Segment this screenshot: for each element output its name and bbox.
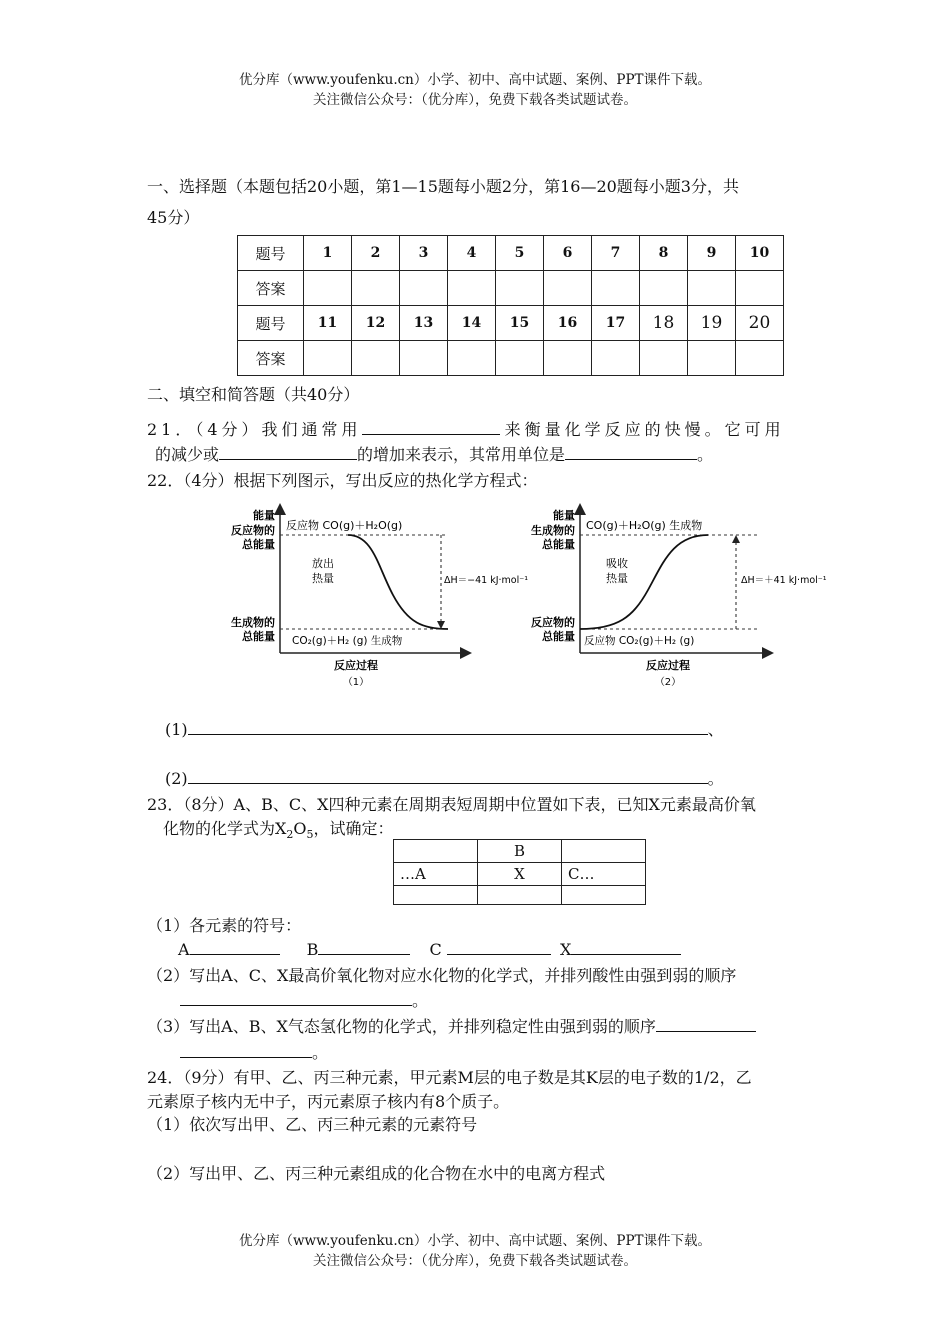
- table-cell: B: [478, 840, 562, 863]
- periodic-table-fragment: [393, 839, 646, 905]
- q24-line1: 24．（9分）有甲、乙、丙三种元素，甲元素M层的电子数是其K层的电子数的1/2，乙: [147, 1068, 752, 1087]
- q23-end: 。: [312, 1043, 329, 1062]
- answer-cell[interactable]: [448, 341, 496, 376]
- q23-blank-2[interactable]: [180, 990, 412, 1006]
- row-label: 题号: [238, 306, 304, 341]
- question-number: 7: [592, 236, 640, 271]
- y-label: 能量: [253, 509, 275, 522]
- table-row: [394, 863, 646, 886]
- q22-text: 22．（4分）根据下列图示，写出反应的热化学方程式：: [147, 471, 538, 490]
- table-row: [238, 271, 784, 306]
- q23-end: 。: [412, 991, 429, 1010]
- table-cell: C…: [562, 863, 646, 886]
- q21-blank-2[interactable]: [219, 444, 357, 460]
- symbol-blank-c[interactable]: [447, 939, 551, 955]
- q23-sub3: [147, 1014, 756, 1037]
- answer-cell[interactable]: [304, 271, 352, 306]
- product-label: CO(g)＋H₂O(g) 生成物: [586, 519, 703, 532]
- q23-sub3-answer: [180, 1040, 328, 1063]
- q23-line2: [163, 816, 394, 841]
- table-cell: [394, 840, 478, 863]
- question-number: 19: [688, 306, 736, 341]
- symbol-label-c: C: [429, 940, 442, 959]
- section2-title: 二、填空和简答题（共40分）: [147, 385, 360, 404]
- answer-cell[interactable]: [544, 271, 592, 306]
- row-label: 答案: [238, 271, 304, 306]
- question-number: 9: [688, 236, 736, 271]
- q23-symbols: [178, 939, 681, 959]
- answer-cell[interactable]: [400, 341, 448, 376]
- subscript: 2: [286, 828, 294, 842]
- top-level-label: 生成物的: [531, 524, 575, 537]
- symbol-label-b: B: [306, 940, 319, 959]
- question-number: 14: [448, 306, 496, 341]
- energy-curve: [348, 535, 448, 629]
- q21-line1: [147, 417, 785, 440]
- header-line-2: 关注微信公众号：（优分库），免费下载各类试题试卷。: [313, 92, 637, 108]
- heat-label: 热量: [312, 572, 334, 585]
- caption: （1）: [342, 677, 370, 688]
- table-row: [238, 236, 784, 271]
- question-number: 2: [352, 236, 400, 271]
- caption: （2）: [654, 677, 682, 688]
- symbol-label-a: A: [178, 940, 190, 959]
- symbol-label-x: X: [559, 940, 572, 959]
- x-label: 反应过程: [334, 659, 378, 672]
- question-number: 11: [304, 306, 352, 341]
- q22-blank-1[interactable]: [188, 719, 708, 735]
- q21-text: 来衡量化学反应的快慢。它可用: [504, 420, 785, 439]
- top-level-label: 总能量: [542, 538, 575, 551]
- q23-text: ，试确定：: [313, 819, 394, 838]
- bottom-level-label: 总能量: [242, 630, 275, 643]
- answer-cell[interactable]: [352, 271, 400, 306]
- q21-text: 的减少或: [155, 445, 220, 464]
- q21-blank-3[interactable]: [565, 444, 697, 460]
- answer-cell[interactable]: [448, 271, 496, 306]
- question-number: 4: [448, 236, 496, 271]
- question-number: 16: [544, 306, 592, 341]
- q22-end: 。: [707, 769, 724, 788]
- q22-label-2: (2): [165, 769, 188, 788]
- table-row: [238, 306, 784, 341]
- table-cell: X: [478, 863, 562, 886]
- q21-text: 的增加来表示，其常用单位是: [357, 445, 566, 464]
- x-label: 反应过程: [646, 659, 690, 672]
- delta-h-label: ΔH＝−41 kJ·mol⁻¹: [444, 575, 529, 586]
- energy-curve: [580, 535, 708, 629]
- question-number: 3: [400, 236, 448, 271]
- answer-cell[interactable]: [304, 341, 352, 376]
- question-number: 10: [736, 236, 784, 271]
- row-label: 题号: [238, 236, 304, 271]
- question-number: 15: [496, 306, 544, 341]
- answer-cell[interactable]: [352, 341, 400, 376]
- top-level-label: 总能量: [242, 538, 275, 551]
- q23-text: O: [293, 819, 307, 838]
- q21-text: 。: [697, 445, 714, 464]
- top-level-label: 反应物的: [231, 524, 275, 537]
- row-label: 答案: [238, 341, 304, 376]
- question-number: 5: [496, 236, 544, 271]
- answer-cell[interactable]: [592, 341, 640, 376]
- footer-line-1: 优分库（www.youfenku.cn）小学、初中、高中试题、案例、PPT课件下载。: [238, 1233, 712, 1249]
- table-cell: [394, 886, 478, 905]
- bottom-level-label: 反应物的: [531, 616, 575, 629]
- answer-cell[interactable]: [496, 271, 544, 306]
- symbol-blank-x[interactable]: [571, 939, 681, 955]
- table-cell: …A: [394, 863, 478, 886]
- delta-h-label: ΔH＝＋41 kJ·mol⁻¹: [741, 575, 827, 586]
- y-label: 能量: [553, 509, 575, 522]
- answer-cell[interactable]: [736, 341, 784, 376]
- symbol-blank-a[interactable]: [190, 939, 280, 955]
- q21-line2: [155, 442, 713, 465]
- q22-sep: 、: [707, 720, 724, 739]
- q24-sub2: （2）写出甲、乙、丙三种元素组成的化合物在水中的电离方程式: [147, 1164, 606, 1183]
- question-number: 17: [592, 306, 640, 341]
- q21-blank-1[interactable]: [362, 419, 500, 435]
- header-line-1: 优分库（www.youfenku.cn）小学、初中、高中试题、案例、PPT课件下载。: [238, 72, 712, 88]
- section1-title-cont: 45分）: [147, 208, 200, 227]
- q23-blank-3a[interactable]: [656, 1016, 756, 1032]
- table-row: [394, 886, 646, 905]
- heat-label: 吸收: [606, 557, 628, 570]
- answer-cell[interactable]: [688, 271, 736, 306]
- bottom-level-label: 生成物的: [231, 616, 275, 629]
- question-number: 18: [640, 306, 688, 341]
- q24-sub1: （1）依次写出甲、乙、丙三种元素的元素符号: [147, 1115, 478, 1134]
- bottom-level-label: 总能量: [542, 630, 575, 643]
- answer-cell[interactable]: [400, 271, 448, 306]
- q22-answer-1: [165, 717, 724, 740]
- q24-line2: 元素原子核内无中子，丙元素原子核内有8个质子。: [147, 1092, 510, 1111]
- symbol-blank-b[interactable]: [318, 939, 410, 955]
- table-cell: [562, 886, 646, 905]
- question-number: 13: [400, 306, 448, 341]
- q23-sub1: （1）各元素的符号：: [147, 916, 302, 935]
- answer-cell[interactable]: [736, 271, 784, 306]
- question-number: 6: [544, 236, 592, 271]
- q22-blank-2[interactable]: [188, 768, 708, 784]
- q23-sub3-text: （3）写出A、B、X气态氢化物的化学式，并排列稳定性由强到弱的顺序: [147, 1017, 656, 1036]
- table-cell: [478, 886, 562, 905]
- q23-sub2: （2）写出A、C、X最高价氧化物对应水化物的化学式，并排列酸性由强到弱的顺序: [147, 966, 737, 985]
- footer-line-2: 关注微信公众号：（优分库），免费下载各类试题试卷。: [313, 1253, 637, 1269]
- reactant-label: 反应物 CO(g)＋H₂O(g): [286, 519, 403, 532]
- answer-cell[interactable]: [688, 341, 736, 376]
- table-row: [238, 341, 784, 376]
- q21-text: 21．（4分）我们通常用: [147, 420, 362, 439]
- question-number: 1: [304, 236, 352, 271]
- answer-cell[interactable]: [496, 341, 544, 376]
- question-number: 20: [736, 306, 784, 341]
- answer-cell[interactable]: [640, 271, 688, 306]
- q22-answer-2: [165, 766, 724, 789]
- answer-cell[interactable]: [640, 341, 688, 376]
- question-number: 8: [640, 236, 688, 271]
- table-cell: [562, 840, 646, 863]
- answer-table: [237, 235, 784, 376]
- heat-label: 热量: [606, 572, 628, 585]
- q23-sub2-answer: [180, 988, 428, 1011]
- heat-label: 放出: [312, 557, 334, 570]
- energy-diagram-2: [508, 505, 888, 690]
- answer-cell[interactable]: [592, 271, 640, 306]
- subscript: 5: [306, 828, 314, 842]
- q22-label-1: (1): [165, 720, 188, 739]
- question-number: 12: [352, 306, 400, 341]
- answer-cell[interactable]: [544, 341, 592, 376]
- reactant-label: 反应物 CO₂(g)＋H₂ (g): [584, 635, 695, 647]
- section1-title: 一、选择题（本题包括20小题，第1—15题每小题2分，第16—20题每小题3分，共: [147, 177, 739, 196]
- energy-diagram-1: [208, 505, 529, 690]
- q23-blank-3b[interactable]: [180, 1042, 312, 1058]
- q23-text: 化物的化学式为X: [163, 819, 287, 838]
- product-label: CO₂(g)＋H₂ (g) 生成物: [292, 635, 403, 647]
- table-row: [394, 840, 646, 863]
- q23-line1: 23．（8分）A、B、C、X四种元素在周期表短周期中位置如下表，已知X元素最高价氧: [147, 795, 756, 814]
